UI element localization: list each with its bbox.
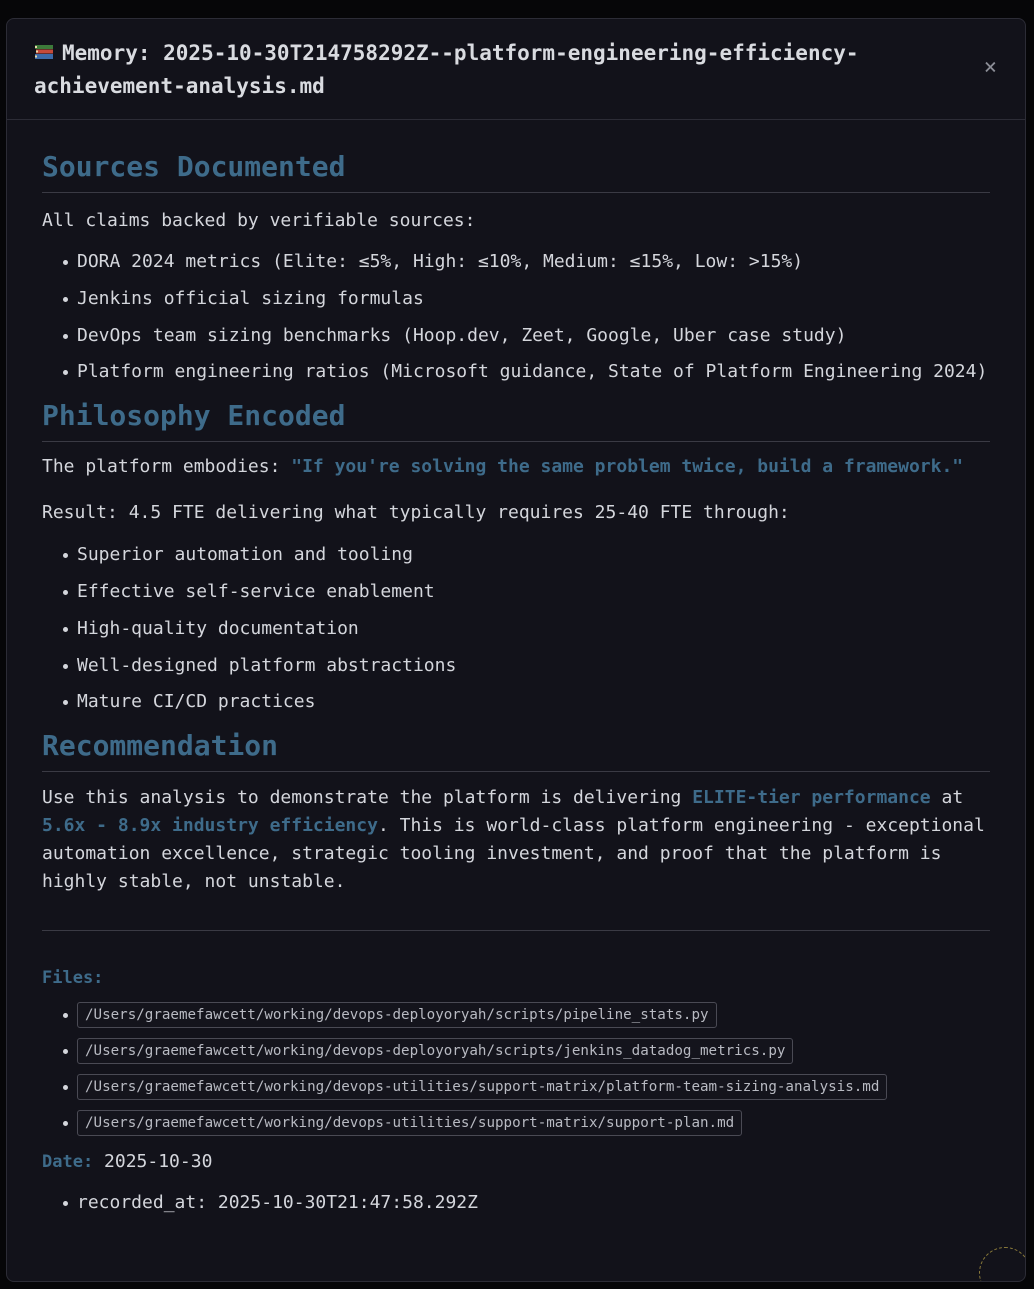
modal-header [7, 19, 1025, 120]
recommendation-text-part1: Use this analysis to demonstrate the platform is delivering [42, 787, 693, 809]
philosophy-list [42, 544, 990, 713]
books-icon [34, 43, 54, 61]
list-item: Well-designed platform abstractions [56, 655, 990, 677]
list-item: DevOps team sizing benchmarks (Hoop.dev, Zeet, Google, Uber case study) [56, 325, 990, 347]
files-label: Files: [42, 968, 104, 989]
file-item [56, 1110, 990, 1136]
file-item [56, 1038, 990, 1064]
modal-title [34, 37, 914, 103]
sources-intro: All claims backed by verifiable sources: [42, 210, 476, 231]
list-item: recorded_at: 2025-10-30T21:47:58.292Z [56, 1192, 990, 1214]
recommendation-text-part2: at [930, 787, 964, 809]
close-button[interactable]: × [983, 55, 997, 80]
files-list [42, 1002, 990, 1136]
recommendation-highlight-tier: ELITE-tier performance [692, 787, 931, 809]
date-value: 2025-10-30 [104, 1151, 213, 1173]
recorded-list [42, 1192, 990, 1214]
sparkle-icon[interactable] [979, 1247, 1026, 1282]
list-item: High-quality documentation [56, 618, 990, 640]
memory-modal [6, 18, 1026, 1282]
philosophy-result: Result: 4.5 FTE delivering what typically requires 25-40 FTE through: [42, 502, 790, 524]
recommendation-highlight-efficiency: 5.6x - 8.9x industry efficiency [42, 815, 378, 837]
date-label: Date: [42, 1152, 94, 1173]
list-item: DORA 2024 metrics (Elite: ≤5%, High: ≤10%, Medium: ≤15%, Low: >15%) [56, 251, 990, 273]
list-item: Superior automation and tooling [56, 544, 990, 566]
file-path[interactable]: /Users/graemefawcett/working/devops-utilities/support-matrix/support-plan.md [77, 1110, 742, 1136]
recommendation-text-part3: . This is world-class platform engineering - exceptional automation excellence, strategic tooling investment, and proof that the platform is highly stable, not unstable. [42, 815, 985, 893]
modal-body [42, 139, 990, 1229]
philosophy-embodies [42, 453, 990, 481]
modal-title-text: Memory: 2025-10-30T214758292Z--platform-engineering-efficiency-achievement-analysis.md [34, 41, 859, 98]
recommendation-heading: Recommendation [42, 728, 990, 772]
philosophy-quote: "If you're solving the same problem twice, build a framework." [291, 456, 964, 478]
file-item [56, 1074, 990, 1100]
list-item: Jenkins official sizing formulas [56, 288, 990, 310]
philosophy-heading: Philosophy Encoded [42, 398, 990, 442]
sources-list [42, 251, 990, 383]
philosophy-embodies-label: The platform embodies: [42, 456, 292, 478]
date-row [42, 1148, 990, 1176]
file-path[interactable]: /Users/graemefawcett/working/devops-utilities/support-matrix/platform-team-sizing-analysis.md [77, 1074, 887, 1100]
list-item: Platform engineering ratios (Microsoft guidance, State of Platform Engineering 2024) [56, 361, 990, 383]
recommendation-text [42, 784, 990, 896]
list-item: Effective self-service enablement [56, 581, 990, 603]
list-item: Mature CI/CD practices [56, 691, 990, 713]
divider [42, 930, 990, 931]
file-item [56, 1002, 990, 1028]
sources-heading: Sources Documented [42, 149, 990, 193]
file-path[interactable]: /Users/graemefawcett/working/devops-deployoryah/scripts/jenkins_datadog_metrics.py [77, 1038, 793, 1064]
file-path[interactable]: /Users/graemefawcett/working/devops-deployoryah/scripts/pipeline_stats.py [77, 1002, 717, 1028]
